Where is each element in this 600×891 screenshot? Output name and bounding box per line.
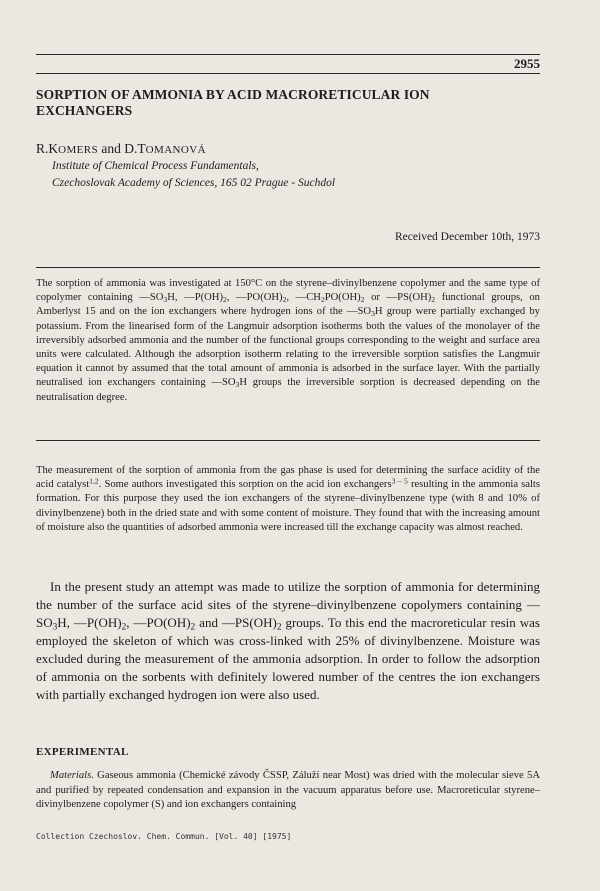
journal-footer: Collection Czechoslov. Chem. Commun. [Vol. 40] [1975] <box>36 832 292 841</box>
page-number: 2955 <box>514 56 540 71</box>
citation-ref: 1,2 <box>89 476 99 486</box>
citation-ref: 3 – 5 <box>391 476 408 486</box>
header-rule <box>36 54 540 55</box>
article-title <box>36 87 556 119</box>
title-line-1: SORPTION OF AMMONIA BY ACID MACRORETICULAR ION <box>36 87 430 102</box>
intro-paragraph: The measurement of the sorption of ammonia from the gas phase is used for determining the surface acidity of the acid catalyst$^{1,2}$. Some authors investigated this sorption on the acid ion exchangers$^{3 - 5}$ resulting in the ammonia salts formation. For this purpose they used the ion exchangers of the styrene–divinylbenzene type (with 8 and 10% of divinylbenzene) both in the dried state and with some content of moisture. They found that with the increasing amount of moisture also the quantities of adsorbed ammonia were increased till the exchange capacity was almost reached. <box>36 465 540 533</box>
materials-label: Materials. <box>50 770 94 781</box>
received-date: Received December 10th, 1973 <box>395 231 540 243</box>
authors: R.KOMERS and D.TOMANOVÁ <box>36 141 206 156</box>
header-rule-bottom <box>36 73 540 74</box>
affiliation <box>52 158 335 192</box>
abstract: The sorption of ammonia was investigated at 150°C on the styrene–divinylbenzene copolymer and the same type of copolymer containing $—SO_3H$, $—P(OH)_2$, $—PO(OH)_2$, $—CH_2PO(OH)_2$ or $—PS(OH)_2$ functional groups, on Amberlyst 15 and on the ion exchangers where hydrogen ions of the $—SO_3H$ group were partially exchanged by potassium. From the linearised form of the Langmuir adsorption isotherms both the values of the monolayer of the irreversibly adsorbed ammonia and the number of the functional groups corresponding to the weight and surface area units were calculated. Although the adsorption isotherm relating to the irreversible sorption satisfies the Langmuir equation it cannot by assumed that the total amount of ammonia is adsorbed in the surface layer. With the partially neutralised ion exchangers containing $—SO_3H$ groups the irreversible sorption is decreased depending on the neutralisation degree. <box>36 278 540 403</box>
title-line-2: EXCHANGERS <box>36 103 133 118</box>
main-paragraph: In the present study an attempt was made to utilize the sorption of ammonia for determining the number of the surface acid sites of the styrene–divinylbenzene copolymers containing $—SO_3H$, $—P(OH)_2$, $—PO(OH)_2$ and $—PS(OH)_2$ groups. To this end the macroreticular resin was employed the skeleton of which was cross-linked with 25% of divinylbenzene. Moisture was excluded during the measurement of the ammonia adsorption. In order to follow the adsorption of ammonia on the sorbents with definitely lowered number of the centres the ion exchangers with partially exchanged hydrogen ion were also used. <box>36 579 540 702</box>
section-heading: EXPERIMENTAL <box>36 746 129 758</box>
abstract-rule-top <box>36 267 540 268</box>
abstract-rule-bottom <box>36 440 540 441</box>
materials-paragraph: Materials. Gaseous ammonia (Chemické závody ČSSP, Záluží near Most) was dried with the molecular sieve 5A and purified by repeated condensation and expansion in the vacuum apparatus before use. Macroreticular styrene–divinylbenzene copolymer (S) and ion exchangers containing <box>36 770 540 810</box>
affiliation-line-2: Czechoslovak Academy of Sciences, 165 02 Prague - Suchdol <box>52 177 336 189</box>
affiliation-line-1: Institute of Chemical Process Fundamentals, <box>52 160 259 172</box>
